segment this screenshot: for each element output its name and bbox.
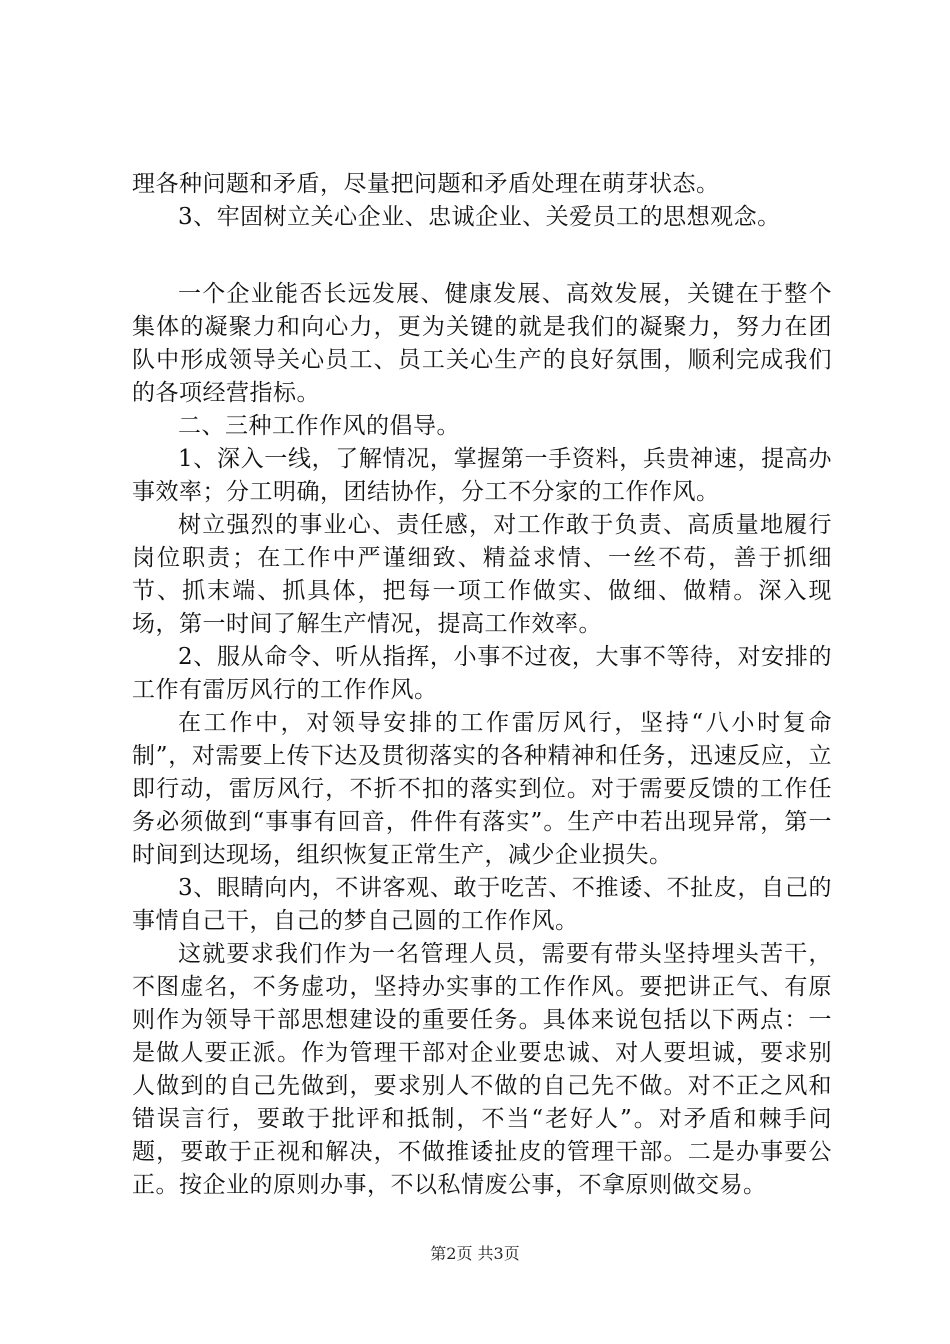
paragraph-item-1: 1、深入一线，了解情况，掌握第一手资料，兵贵神速，提高办事效率；分工明确，团结协作，分工不分家的工作作风。 <box>132 446 832 505</box>
page-number-footer: 第2页 共3页 <box>430 1244 520 1263</box>
document-body <box>132 168 832 1202</box>
paragraph-item-1-detail: 树立强烈的事业心、责任感，对工作敢于负责、高质量地履行岗位职责；在工作中严谨细致、精益求情、一丝不苟，善于抓细节、抓末端、抓具体，把每一项工作做实、做细、做精。深入现场，第一时间了解生产情况，提高工作效率。 <box>132 512 832 637</box>
paragraph-continuation: 理各种问题和矛盾，尽量把问题和矛盾处理在萌芽状态。 <box>132 171 720 197</box>
paragraph-heading-3: 3、牢固树立关心企业、忠诚企业、关爱员工的思想观念。 <box>178 204 781 230</box>
paragraph-item-3: 3、眼睛向内，不讲客观、敢于吃苦、不推诿、不扯皮，自己的事情自己干，自己的梦自己圆的工作作风。 <box>132 875 832 934</box>
paragraph-gap <box>132 234 832 278</box>
section-heading-work-style: 二、三种工作作风的倡导。 <box>178 413 460 439</box>
paragraph-cohesion: 一个企业能否长远发展、健康发展、高效发展，关键在于整个集体的凝聚力和向心力，更为关键的就是我们的凝聚力，努力在团队中形成领导关心员工、员工关心生产的良好氛围，顺利完成我们的各项经营指标。 <box>132 281 832 406</box>
paragraph-item-2: 2、服从命令、听从指挥，小事不过夜，大事不等待，对安排的工作有雷厉风行的工作作风。 <box>132 644 832 703</box>
paragraph-item-3-detail: 这就要求我们作为一名管理人员，需要有带头坚持埋头苦干，不图虚名，不务虚功，坚持办实事的工作作风。要把讲正气、有原则作为领导干部思想建设的重要任务。具体来说包括以下两点：一是做人要正派。作为管理干部对企业要忠诚、对人要坦诚，要求别人做到的自己先做到，要求别人不做的自己先不做。对不正之风和错误言行，要敢于批评和抵制，不当“老好人”。对矛盾和棘手问题，要敢于正视和解决，不做推诿扯皮的管理干部。二是办事要公正。按企业的原则办事，不以私情废公事，不拿原则做交易。 <box>132 941 832 1198</box>
paragraph-item-2-detail: 在工作中，对领导安排的工作雷厉风行，坚持“八小时复命制”，对需要上传下达及贯彻落实的各种精神和任务，迅速反应，立即行动，雷厉风行，不折不扣的落实到位。对于需要反馈的工作任务必须做到“事事有回音，件件有落实”。生产中若出现异常，第一时间到达现场，组织恢复正常生产，减少企业损失。 <box>132 710 832 868</box>
